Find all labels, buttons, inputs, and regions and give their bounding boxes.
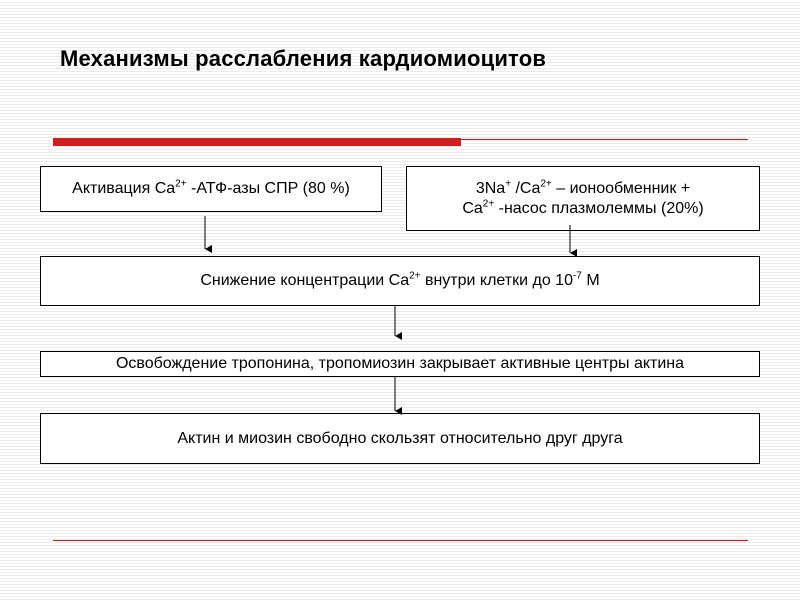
release-text: Освобождение тропонина, тропомиозин закрывает активные центры актина	[115, 355, 685, 372]
box-actin-myosin-sliding	[40, 413, 760, 464]
exchanger-text-part: 3Na	[475, 179, 506, 197]
exchanger-text-part: -насос плазмолеммы (20%)	[494, 199, 704, 217]
decrease-superscript: 2+	[409, 270, 421, 282]
box-atpase-text	[72, 179, 350, 199]
exchanger-text-part: Ca	[462, 199, 483, 217]
box-troponin-release	[40, 351, 760, 377]
exchanger-line-1	[462, 179, 703, 199]
title-accent-bar	[53, 138, 461, 146]
decrease-text-part: М	[581, 272, 600, 289]
atpase-superscript: 2+	[175, 178, 187, 190]
atpase-text-part: -АТФ-азы СПР (80 %)	[186, 180, 350, 197]
decrease-superscript: -7	[572, 270, 582, 282]
exchanger-text-part: – ионообменник +	[551, 179, 691, 197]
slide-title: Механизмы расслабления кардиомиоцитов	[60, 46, 547, 71]
exchanger-superscript: +	[505, 178, 512, 190]
exchanger-superscript: 2+	[540, 178, 552, 190]
decrease-text-part: Снижение концентрации Ca	[200, 272, 410, 289]
decrease-text	[200, 271, 599, 291]
exchanger-superscript: 2+	[482, 198, 495, 210]
exchanger-line-2	[462, 199, 703, 219]
exchanger-text-part: /Ca	[511, 179, 541, 197]
atpase-text-part: Активация Ca	[72, 180, 176, 197]
decrease-text-part: внутри клетки до 10	[420, 272, 573, 289]
box-atpase-activation	[40, 166, 382, 212]
box-calcium-decrease	[40, 256, 760, 306]
sliding-text: Актин и миозин свободно скользят относительно друг друга	[177, 429, 623, 447]
title-accent-line	[460, 139, 748, 140]
footer-accent-line	[53, 540, 748, 541]
box-ion-exchanger	[406, 166, 760, 231]
